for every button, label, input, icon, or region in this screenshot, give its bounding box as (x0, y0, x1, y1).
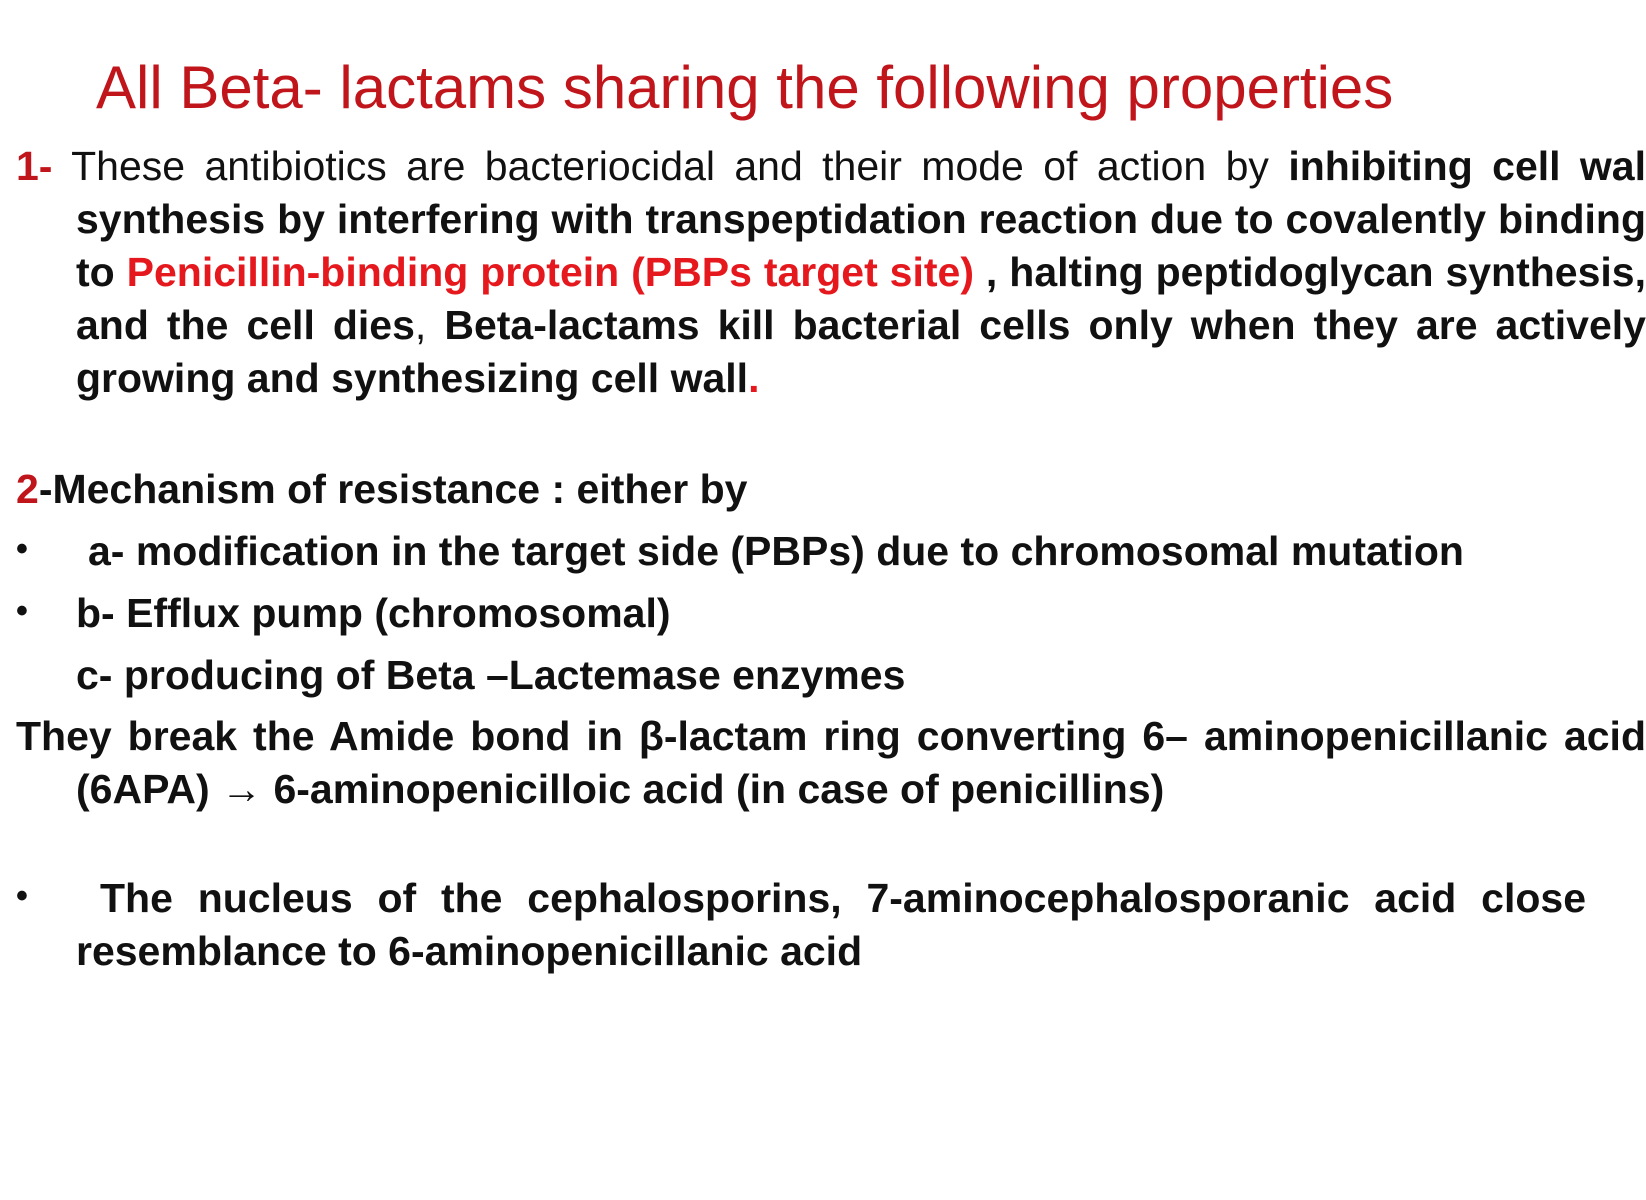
amide-part-2: 6-aminopenicilloic acid (in case of penicillins) (273, 766, 1165, 812)
bullet-dot-icon: • (16, 877, 28, 915)
point-2-heading (16, 463, 1586, 516)
bullet-a-text: a- modification in the target side (PBPs) due to chromosomal mutation (88, 528, 1464, 574)
bullet-cephalosporins (16, 872, 1586, 982)
arrow-icon: → (221, 766, 263, 812)
point-2-text: -Mechanism of resistance : either by (38, 466, 748, 512)
slide-title: All Beta- lactams sharing the following properties (96, 54, 1394, 121)
point-1-paragraph (16, 140, 1646, 405)
point-1-bold-c: Beta-lactams kill bacterial cells only when they are actively growing and synthesizing cell wall (76, 302, 1646, 401)
item-c-text: c- producing of Beta –Lactemase enzymes (76, 652, 906, 698)
point-2-number: 2 (16, 466, 39, 512)
point-1-number: 1- (16, 143, 53, 189)
bullet-dot-icon: • (16, 592, 28, 630)
point-1-comma-2: , (414, 302, 427, 348)
point-1-intro: These antibiotics are bacteriocidal and their mode of action by (71, 143, 1269, 189)
cephalo-text: The nucleus of the cephalosporins, 7-aminocephalosporanic acid close resemblance to 6-aminopenicillanic acid (76, 875, 1586, 974)
point-1-period: . (748, 355, 760, 401)
bullet-b-text: b- Efflux pump (chromosomal) (76, 590, 671, 636)
amide-paragraph (16, 710, 1646, 816)
amide-part-1: They break the Amide bond in β-lactam ring converting 6– aminopenicillanic acid (6APA) (16, 713, 1646, 812)
point-1-bold-a: inhibiting cell wal synthesis by interfering with transpeptidation reaction due to covalently binding to (76, 143, 1646, 295)
point-1-comma: , (973, 249, 998, 295)
pbp-highlight: Penicillin-binding protein (PBPs target site) (126, 249, 974, 295)
bullet-dot-icon: • (16, 530, 28, 568)
point-1-bold-b: halting peptidoglycan synthesis, and the cell dies (76, 249, 1646, 348)
